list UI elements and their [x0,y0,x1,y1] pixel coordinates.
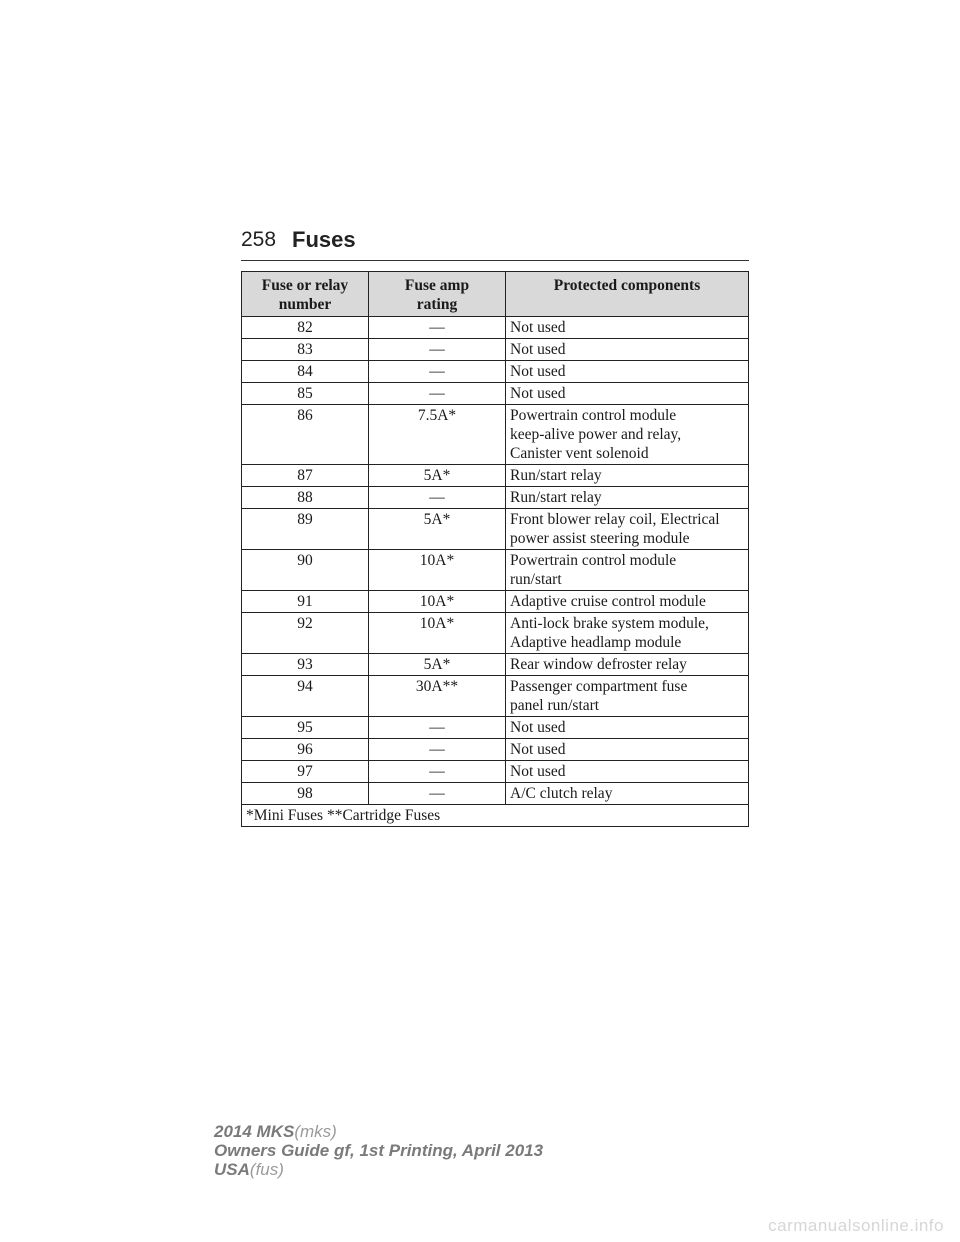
fuse-rating-cell: — [369,739,506,761]
protected-components-cell: A/C clutch relay [506,783,749,805]
fuse-rating-cell: 5A* [369,509,506,550]
fuse-rating-cell: — [369,383,506,405]
table-row [242,317,749,339]
fuse-rating-cell: 10A* [369,591,506,613]
fuse-rating-cell: 10A* [369,550,506,591]
table-row [242,487,749,509]
fuse-number-cell: 90 [242,550,369,591]
fuse-number-cell: 91 [242,591,369,613]
table-row [242,550,749,591]
document-footer [214,1122,543,1179]
fuse-number-cell: 83 [242,339,369,361]
table-row [242,465,749,487]
table-row [242,676,749,717]
fuse-rating-cell: — [369,717,506,739]
protected-components-cell: Front blower relay coil, Electrical power assist steering module [506,509,749,550]
fuse-rating-cell: — [369,783,506,805]
fuse-rating-cell: 5A* [369,654,506,676]
table-row [242,509,749,550]
table-row [242,761,749,783]
fuse-rating-cell: — [369,317,506,339]
fuse-number-cell: 84 [242,361,369,383]
fuse-rating-cell: 10A* [369,613,506,654]
protected-components-cell: Powertrain control module run/start [506,550,749,591]
protected-components-cell: Run/start relay [506,487,749,509]
fuse-number-cell: 96 [242,739,369,761]
watermark: carmanualsonline.info [768,1216,944,1235]
protected-components-cell: Not used [506,761,749,783]
fuse-number-cell: 85 [242,383,369,405]
protected-components-cell: Adaptive cruise control module [506,591,749,613]
table-footnote: *Mini Fuses **Cartridge Fuses [242,805,749,827]
fuse-number-cell: 95 [242,717,369,739]
page-number: 258 [241,228,277,251]
fuse-number-cell: 86 [242,405,369,465]
fuse-rating-cell: 7.5A* [369,405,506,465]
protected-components-cell: Run/start relay [506,465,749,487]
protected-components-cell: Rear window defroster relay [506,654,749,676]
protected-components-cell: Not used [506,383,749,405]
fuse-rating-cell: — [369,339,506,361]
section-title: Fuses [292,227,356,252]
fuse-rating-cell: — [369,361,506,383]
fuse-table-body [242,317,749,805]
protected-components-cell: Not used [506,339,749,361]
fuse-number-cell: 93 [242,654,369,676]
page-header [241,226,749,261]
protected-components-cell: Not used [506,717,749,739]
protected-components-cell: Anti-lock brake system module, Adaptive headlamp module [506,613,749,654]
fuse-number-cell: 92 [242,613,369,654]
table-row [242,739,749,761]
table-row [242,654,749,676]
protected-components-cell: Not used [506,317,749,339]
protected-components-cell: Powertrain control module keep-alive power and relay, Canister vent solenoid [506,405,749,465]
table-row [242,339,749,361]
table-row [242,613,749,654]
column-header-components: Protected components [506,272,749,317]
protected-components-cell: Passenger compartment fuse panel run/start [506,676,749,717]
fuse-rating-cell: — [369,487,506,509]
footer-market: USA [214,1160,250,1179]
footer-market-code: (fus) [249,1160,284,1179]
protected-components-cell: Not used [506,739,749,761]
column-header-rating: Fuse amp rating [369,272,506,317]
footer-line-market [214,1160,543,1179]
table-row [242,591,749,613]
fuse-number-cell: 89 [242,509,369,550]
fuse-rating-cell: 30A** [369,676,506,717]
table-row [242,361,749,383]
fuse-table [241,271,749,827]
table-row [242,717,749,739]
fuse-number-cell: 82 [242,317,369,339]
fuse-number-cell: 98 [242,783,369,805]
footer-printing: Owners Guide gf, 1st Printing, April 2013 [214,1141,544,1160]
fuse-number-cell: 88 [242,487,369,509]
table-row [242,383,749,405]
footer-line-model [214,1122,543,1141]
table-header-row [242,272,749,317]
fuse-rating-cell: 5A* [369,465,506,487]
table-row [242,783,749,805]
footnote-row [242,805,749,827]
protected-components-cell: Not used [506,361,749,383]
footer-model-code: (mks) [294,1122,337,1141]
column-header-number: Fuse or relay number [242,272,369,317]
fuse-rating-cell: — [369,761,506,783]
footer-model: 2014 MKS [214,1122,295,1141]
fuse-number-cell: 87 [242,465,369,487]
fuse-number-cell: 97 [242,761,369,783]
footer-line-printing [214,1141,543,1160]
table-row [242,405,749,465]
fuse-number-cell: 94 [242,676,369,717]
